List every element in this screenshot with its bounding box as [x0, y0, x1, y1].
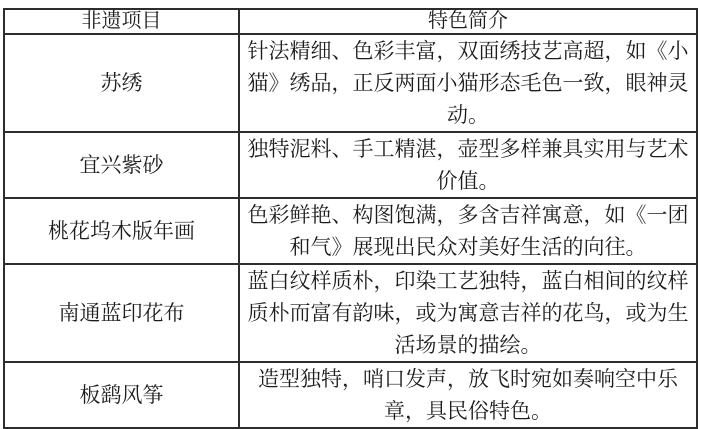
table-row: [4, 132, 697, 198]
header-cell-description: 特色简介: [239, 9, 697, 34]
description-cell: 针法精细、色彩丰富，双面绣技艺高超，如《小猫》绣品，正反两面小猫形态毛色一致，眼神灵动。: [239, 34, 697, 132]
header-cell-project: 非遗项目: [4, 9, 239, 34]
table-row: [4, 198, 697, 264]
description-cell: 独特泥料、手工精湛，壶型多样兼具实用与艺术价值。: [239, 132, 697, 198]
project-cell: 苏绣: [4, 34, 239, 132]
project-cell: 板鹞风筝: [4, 362, 239, 428]
project-cell: 宜兴紫砂: [4, 132, 239, 198]
table-row: [4, 264, 697, 362]
table-row: [4, 34, 697, 132]
project-cell: 桃花坞木版年画: [4, 198, 239, 264]
description-cell: 色彩鲜艳、构图饱满，多含吉祥寓意，如《一团和气》展现出民众对美好生活的向往。: [239, 198, 697, 264]
header-row: [4, 9, 697, 34]
description-cell: 造型独特，哨口发声，放飞时宛如奏响空中乐章，具民俗特色。: [239, 362, 697, 428]
table-row: [4, 362, 697, 428]
description-cell: 蓝白纹样质朴，印染工艺独特，蓝白相间的纹样质朴而富有韵味，或为寓意吉祥的花鸟，或为生活场景的描绘。: [239, 264, 697, 362]
project-cell: 南通蓝印花布: [4, 264, 239, 362]
heritage-table: [3, 8, 698, 429]
